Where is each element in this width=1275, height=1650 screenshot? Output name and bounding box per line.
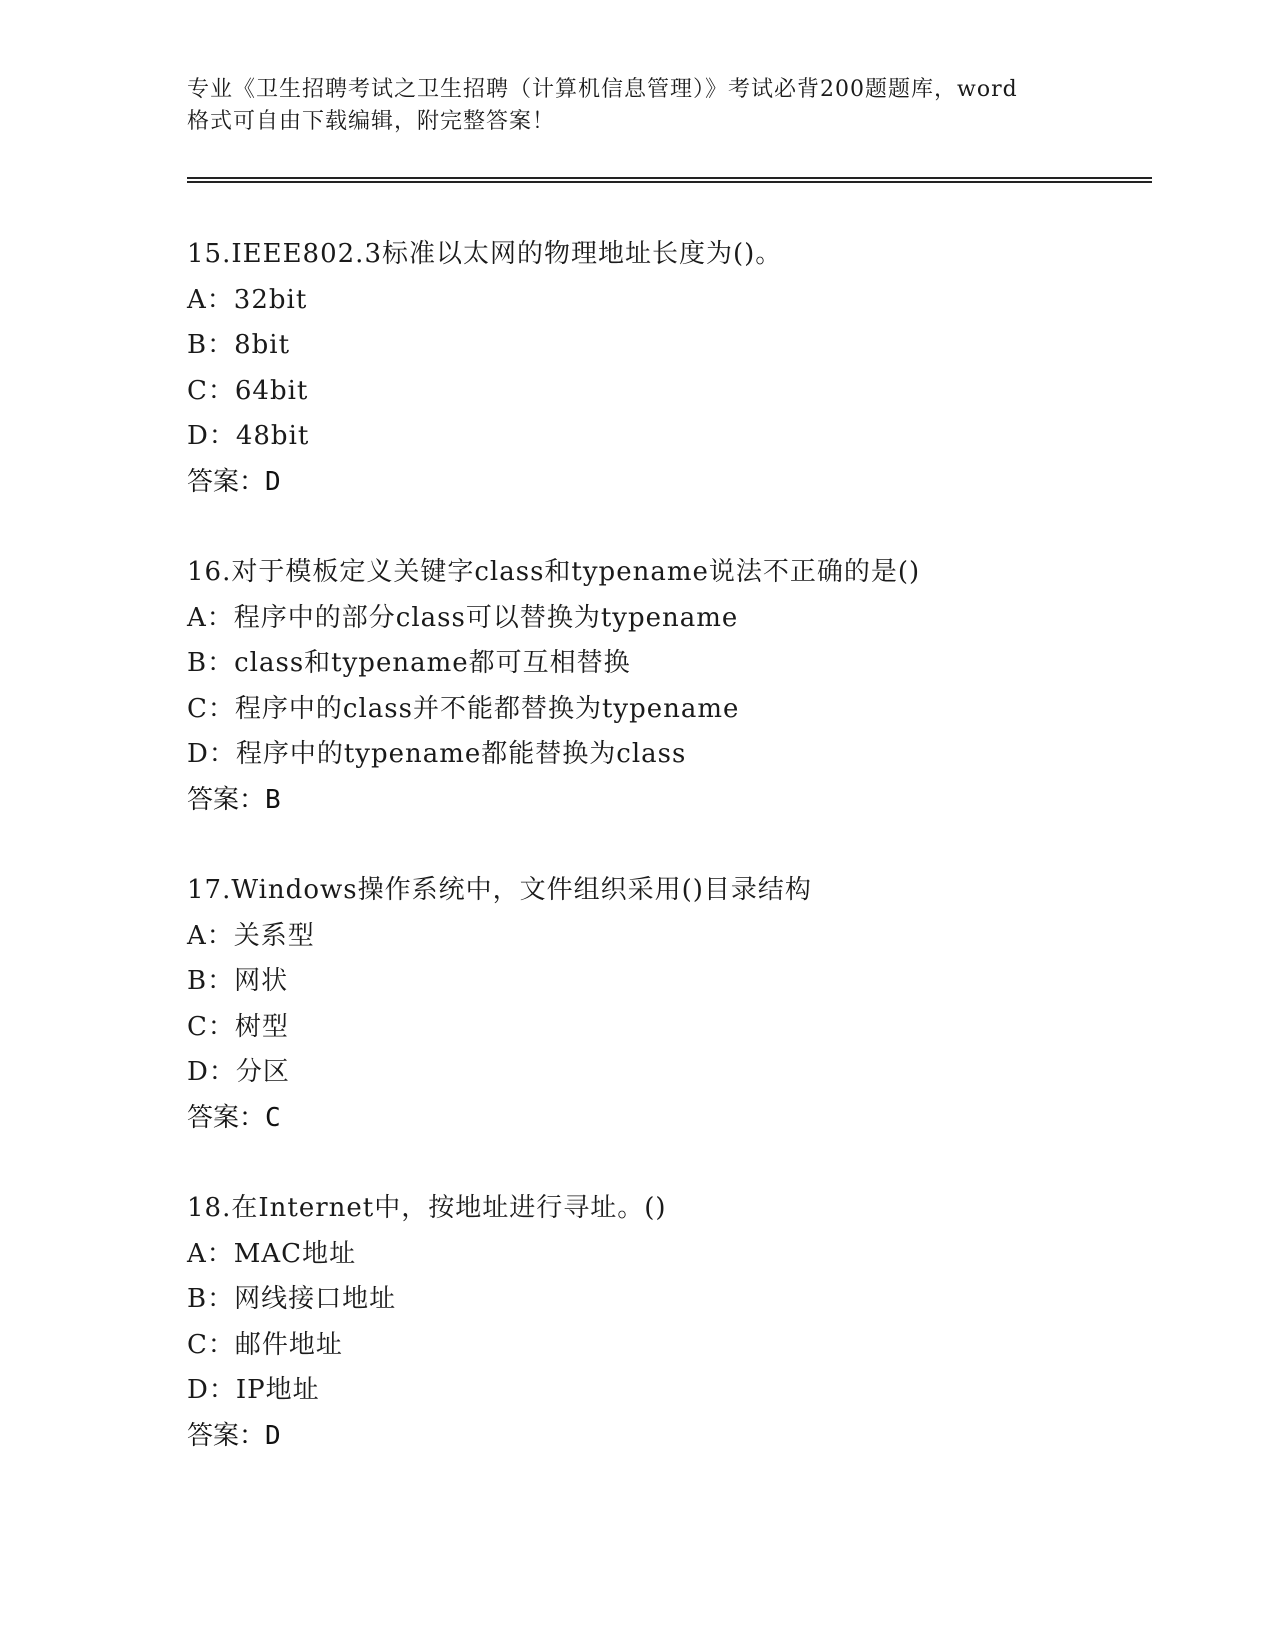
option-a: A：关系型: [187, 920, 315, 951]
option-a: A：程序中的部分class可以替换为typename: [187, 602, 739, 633]
question-stem: 15.IEEE802.3标准以太网的物理地址长度为()。: [187, 239, 783, 269]
question-15: [187, 232, 1147, 505]
option-b: B：网线接口地址: [187, 1284, 397, 1314]
option-a: A：MAC地址: [187, 1238, 357, 1269]
option-d: D：IP地址: [187, 1375, 320, 1405]
option-d: D：分区: [187, 1057, 290, 1087]
answer-line: 答案：B: [187, 784, 281, 815]
question-stem: 18.在Internet中，按地址进行寻址。(): [187, 1193, 667, 1223]
question-17: [187, 868, 1147, 1141]
header-title-line-1: 专业《卫生招聘考试之卫生招聘（计算机信息管理）》考试必背200题题库，word: [187, 77, 1018, 102]
header-divider-top: [187, 177, 1152, 179]
question-stem: 16.对于模板定义关键字class和typename说法不正确的是(): [187, 557, 921, 587]
option-b: B：class和typename都可互相替换: [187, 648, 631, 678]
header-divider-bottom: [187, 181, 1152, 183]
question-16: [187, 550, 1147, 823]
option-c: C：树型: [187, 1011, 289, 1042]
option-a: A：32bit: [187, 284, 308, 315]
option-c: C：程序中的class并不能都替换为typename: [187, 693, 740, 724]
option-b: B：网状: [187, 966, 289, 996]
question-stem: 17.Windows操作系统中，文件组织采用()目录结构: [187, 875, 812, 905]
option-c: C：邮件地址: [187, 1329, 343, 1360]
option-c: C：64bit: [187, 375, 309, 406]
option-d: D：程序中的typename都能替换为class: [187, 739, 687, 769]
answer-line: 答案：C: [187, 1102, 281, 1133]
question-list: [187, 232, 1147, 1504]
option-d: D：48bit: [187, 421, 310, 451]
question-18: [187, 1186, 1147, 1459]
answer-line: 答案：D: [187, 466, 281, 497]
option-b: B：8bit: [187, 330, 291, 360]
header-title-line-2: 格式可自由下载编辑，附完整答案！: [187, 109, 556, 134]
answer-line: 答案：D: [187, 1420, 281, 1451]
document-header: [187, 74, 1107, 138]
